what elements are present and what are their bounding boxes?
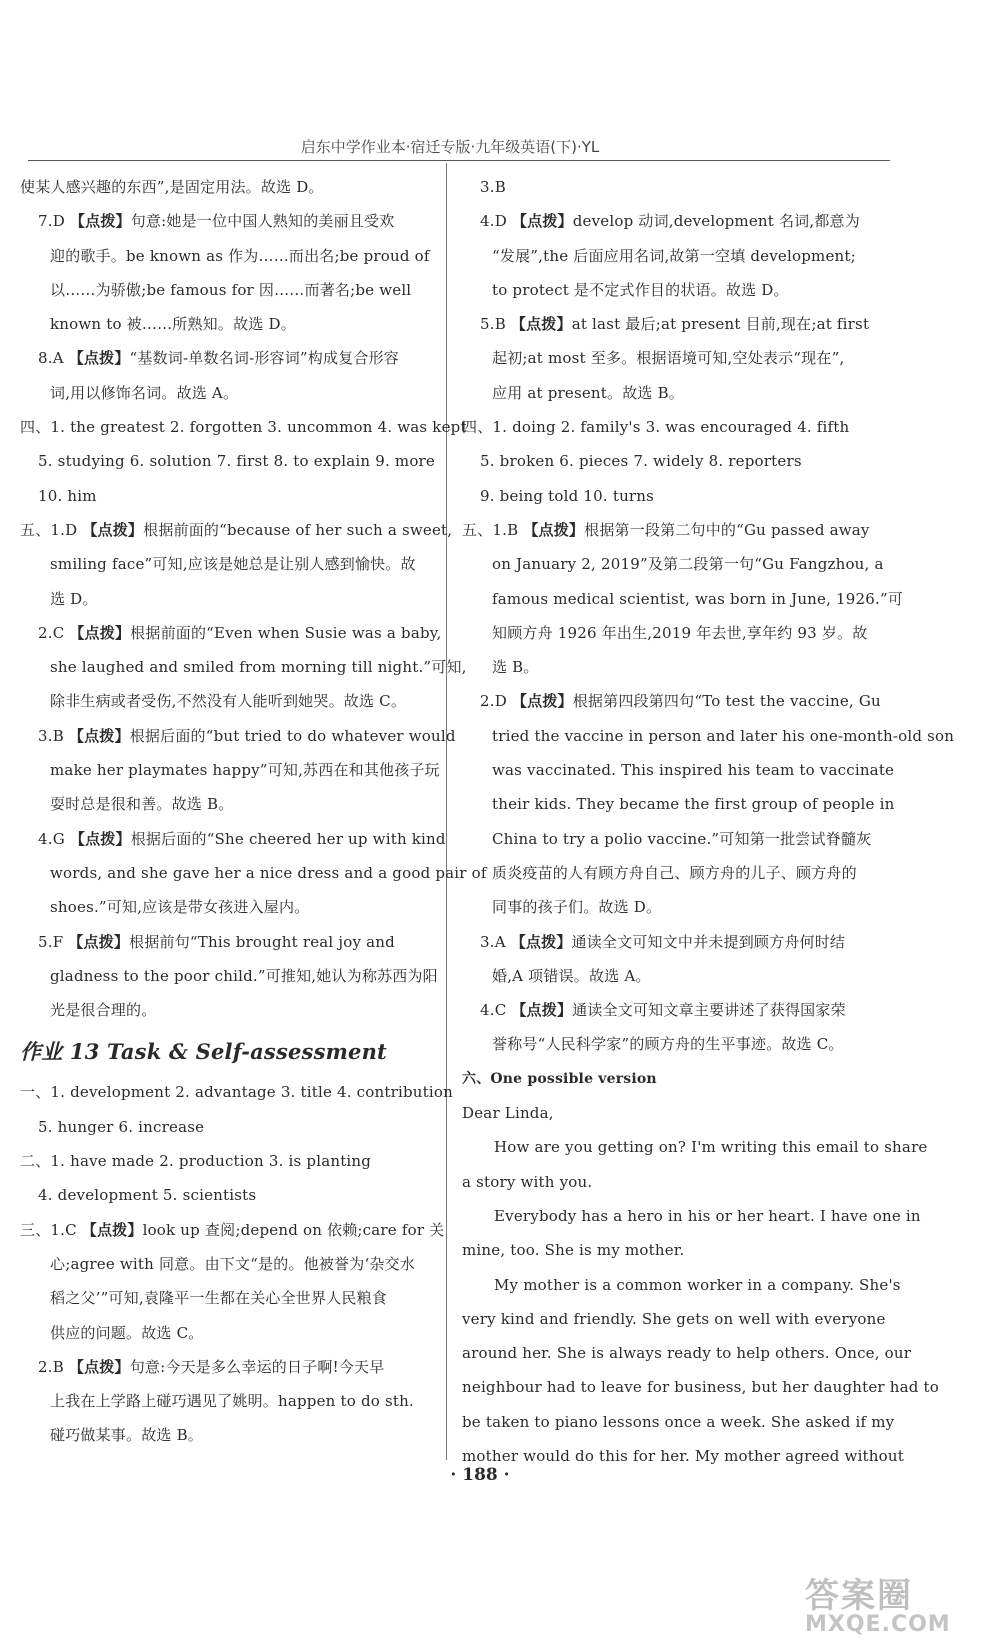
text-line [20, 1350, 440, 1384]
question-number: 4.D [480, 212, 507, 231]
line-text: China to try a polio vaccine.”可知第一批尝试脊髓灰 [492, 829, 872, 848]
line-text: to protect 是不定式作目的状语。故选 D。 [492, 280, 789, 299]
question-number: 4.C [480, 1001, 507, 1020]
line-text: 4. development 5. scientists [38, 1186, 257, 1205]
text-line [20, 993, 440, 1027]
text-line [462, 925, 892, 959]
text-line [462, 890, 892, 924]
hint-label: 【点拨】 [68, 1357, 130, 1376]
watermark-logo [805, 1568, 995, 1648]
left-column [20, 170, 487, 1453]
text-line [462, 376, 892, 410]
question-number: 3.B [38, 726, 64, 745]
left-answers-block [20, 170, 487, 1027]
text-line [20, 1144, 440, 1178]
line-text: 知顾方舟 1926 年出生,2019 年去世,享年约 93 岁。故 [492, 623, 868, 642]
text-line [462, 787, 895, 821]
line-text: 六、One possible version [462, 1070, 657, 1087]
line-text: 根据后面的“but tried to do whatever would [129, 726, 456, 745]
line-text: mine, too. She is my mother. [462, 1241, 685, 1260]
line-text: 心;agree with 同意。由下文“是的。他被誉为‘杂交水 [50, 1254, 416, 1273]
text-line [20, 239, 440, 273]
line-text: 碰巧做某事。故选 B。 [50, 1426, 203, 1445]
left-answers-block-2 [20, 1075, 453, 1452]
line-text: 5. hunger 6. increase [38, 1117, 205, 1136]
text-line [462, 1199, 921, 1233]
line-text: 应用 at present。故选 B。 [492, 383, 685, 402]
text-line [462, 616, 892, 650]
text-line [20, 684, 440, 718]
text-line [462, 1268, 901, 1302]
text-line [20, 616, 440, 650]
text-line [20, 547, 440, 581]
text-line [462, 582, 904, 616]
line-text: 9. being told 10. turns [480, 486, 655, 505]
hint-label: 【点拨】 [69, 623, 131, 642]
line-text: 选 D。 [50, 589, 98, 608]
line-text: she laughed and smiled from morning till night.”可知, [50, 658, 467, 677]
hint-label: 【点拨】 [511, 1001, 573, 1020]
line-text: 5. studying 6. solution 7. first 8. to explain 9. more [38, 452, 436, 471]
line-text: 供应的问题。故选 C。 [50, 1323, 204, 1342]
line-text: was vaccinated. This inspired his team to vaccinate [492, 761, 895, 780]
page-number: · 188 · [450, 1465, 510, 1485]
text-line [462, 650, 892, 684]
line-text: 一、1. development 2. advantage 3. title 4. contribution [20, 1083, 453, 1102]
text-line [462, 1233, 892, 1267]
line-text: 根据第一段第二句中的“Gu passed away [584, 520, 870, 539]
line-text: mother would do this for her. My mother agreed without [462, 1446, 904, 1465]
question-number: 3.A [480, 932, 506, 951]
line-text: gladness to the poor child.”可推知,她认为称苏西为阳 [50, 966, 438, 985]
text-line [462, 856, 892, 890]
text-line [20, 1110, 440, 1144]
line-text: 婚,A 项错误。故选 A。 [492, 966, 651, 985]
line-text: 起初;at most 至多。根据语境可知,空处表示“现在”, [492, 349, 845, 368]
question-number: 2.D [480, 692, 507, 711]
hint-label: 【点拨】 [69, 829, 131, 848]
line-text: Everybody has a hero in his or her heart. I have one in [494, 1206, 921, 1225]
line-text: 10. him [38, 486, 97, 505]
text-line [462, 1439, 904, 1473]
line-text: develop 动词,development 名词,都意为 [572, 212, 860, 231]
text-line [20, 1247, 440, 1281]
line-text: make her playmates happy”可知,苏西在和其他孩子玩 [50, 761, 440, 780]
text-line [20, 1316, 440, 1350]
line-text: be taken to piano lessons once a week. She asked if my [462, 1412, 895, 1431]
line-text: neighbour had to leave for business, but her daughter had to [462, 1378, 939, 1397]
line-text: at last 最后;at present 目前,现在;at first [571, 315, 870, 334]
text-line [462, 547, 892, 581]
line-text: 词,用以修饰名词。故选 A。 [50, 383, 239, 402]
watermark-top-text: 答案圈 [805, 1576, 913, 1616]
text-line [20, 582, 440, 616]
text-line [20, 170, 440, 204]
line-text: 除非生病或者受伤,不然没有人能听到她哭。故选 C。 [50, 692, 407, 711]
text-line [462, 444, 892, 478]
line-text: look up 查阅;depend on 依赖;care for 关 [142, 1220, 445, 1239]
text-line [462, 719, 955, 753]
hint-label: 【点拨】 [510, 315, 572, 334]
line-text: smiling face”可知,应该是她总是让别人感到愉快。故 [50, 555, 416, 574]
line-text: 质炎疫苗的人有顾方舟自己、顾方舟的儿子、顾方舟的 [492, 863, 857, 882]
text-line [462, 204, 892, 238]
line-text: 迎的歌手。be known as 作为……而出名;be proud of [50, 246, 430, 265]
line-text: 稻之父’”可知,袁隆平一生都在关心全世界人民粮食 [50, 1289, 388, 1308]
text-line [20, 890, 440, 924]
hint-label: 【点拨】 [511, 692, 573, 711]
hint-label: 【点拨】 [68, 726, 130, 745]
right-answers-block [462, 170, 955, 1473]
text-line [462, 1062, 892, 1096]
text-line [20, 341, 440, 375]
text-line [20, 719, 456, 753]
line-text: 根据第四段第四句“To test the vaccine, Gu [572, 692, 881, 711]
text-line [462, 479, 892, 513]
text-line [20, 444, 440, 478]
right-column [462, 170, 955, 1473]
text-line [462, 513, 892, 547]
line-text: a story with you. [462, 1172, 593, 1191]
text-line [20, 856, 487, 890]
question-number: 7.D [38, 212, 65, 231]
text-line [462, 1370, 939, 1404]
line-text: famous medical scientist, was born in June, 1926.”可 [492, 589, 904, 608]
line-text: 誉称号“人民科学家”的顾方舟的生平事迹。故选 C。 [492, 1035, 844, 1054]
text-line [462, 170, 892, 204]
text-line [462, 341, 892, 375]
text-line [20, 1213, 445, 1247]
text-line [20, 410, 467, 444]
line-text: My mother is a common worker in a company. She's [494, 1275, 901, 1294]
text-line [462, 1027, 892, 1061]
text-line [462, 993, 892, 1027]
text-line [20, 925, 440, 959]
text-line [462, 753, 895, 787]
line-text: very kind and friendly. She gets on well with everyone [462, 1309, 886, 1328]
text-line [20, 959, 440, 993]
line-text: 根据前句“This brought real joy and [129, 932, 395, 951]
line-text: “基数词-单数名词-形容词”构成复合形容 [129, 349, 400, 368]
text-line [20, 479, 440, 513]
line-text: 句意:今天是多么幸运的日子啊!今天早 [129, 1357, 385, 1376]
text-line [462, 239, 892, 273]
question-number: 五、1.B [462, 520, 519, 539]
line-text: their kids. They became the first group of people in [492, 795, 895, 814]
question-number: 2.B [38, 1357, 64, 1376]
line-text: 通读全文可知文中并未提到顾方舟何时结 [571, 932, 846, 951]
question-number: 8.A [38, 349, 64, 368]
line-text: known to 被……所熟知。故选 D。 [50, 315, 296, 334]
text-line [20, 273, 440, 307]
hint-label: 【点拨】 [511, 212, 573, 231]
section-title: 作业 13 Task & Self-assessment [20, 1039, 387, 1065]
text-line [20, 1281, 440, 1315]
text-line [20, 204, 440, 238]
header-divider [28, 160, 890, 161]
hint-label: 【点拨】 [68, 932, 130, 951]
text-line [20, 1418, 440, 1452]
line-text: “发展”,the 后面应用名词,故第一空填 development; [492, 246, 856, 265]
hint-label: 【点拨】 [69, 212, 131, 231]
page-header-title: 启东中学作业本·宿迁专版·九年级英语(下)·YL [300, 138, 600, 156]
question-number: 5.F [38, 932, 64, 951]
line-text: words, and she gave her a nice dress and a good pair of [50, 863, 487, 882]
hint-label: 【点拨】 [68, 349, 130, 368]
line-text: 四、1. doing 2. family's 3. was encouraged 4. fifth [462, 418, 850, 437]
line-text: around her. She is always ready to help others. Once, our [462, 1344, 912, 1363]
text-line [20, 307, 440, 341]
text-line [20, 753, 440, 787]
column-divider [446, 163, 447, 1460]
hint-label: 【点拨】 [82, 520, 144, 539]
hint-label: 【点拨】 [81, 1220, 143, 1239]
text-line [20, 513, 453, 547]
line-text: 四、1. the greatest 2. forgotten 3. uncommon 4. was kept [20, 418, 467, 437]
text-line [462, 822, 892, 856]
line-text: 上我在上学路上碰巧遇见了姚明。happen to do sth. [50, 1392, 414, 1411]
text-line [20, 1178, 440, 1212]
watermark-bottom-text: MXQE.COM [805, 1612, 951, 1637]
text-line [462, 959, 892, 993]
line-text: 耍时总是很和善。故选 B。 [50, 795, 234, 814]
text-line [462, 1130, 928, 1164]
text-line [462, 1336, 912, 1370]
text-line [20, 376, 440, 410]
question-number: 4.G [38, 829, 65, 848]
line-text: 句意:她是一位中国人熟知的美丽且受欢 [130, 212, 395, 231]
text-line [462, 684, 892, 718]
text-line [20, 822, 446, 856]
line-text: 同事的孩子们。故选 D。 [492, 898, 662, 917]
text-line [462, 1096, 892, 1130]
text-line [20, 787, 440, 821]
line-text: 使某人感兴趣的东西”,是固定用法。故选 D。 [20, 178, 324, 196]
text-line [462, 1302, 892, 1336]
text-line [20, 1075, 453, 1109]
line-text: 选 B。 [492, 658, 539, 677]
line-text: shoes.”可知,应该是带女孩进入屋内。 [50, 898, 310, 917]
line-text: 光是很合理的。 [50, 1001, 157, 1020]
question-number: 三、1.C [20, 1220, 77, 1239]
question-number: 2.C [38, 623, 65, 642]
line-text: 5. broken 6. pieces 7. widely 8. reporters [480, 452, 802, 471]
question-number: 5.B [480, 315, 506, 334]
text-line [462, 307, 892, 341]
question-number: 五、1.D [20, 520, 78, 539]
line-text: Dear Linda, [462, 1104, 554, 1123]
line-text: How are you getting on? I'm writing this email to share [494, 1138, 928, 1157]
text-line [462, 1165, 892, 1199]
line-text: 根据前面的“because of her such a sweet, [143, 520, 453, 539]
line-text: on January 2, 2019”及第二段第一句“Gu Fangzhou, a [492, 555, 884, 574]
line-text: 根据后面的“She cheered her up with kind [130, 829, 446, 848]
hint-label: 【点拨】 [523, 520, 585, 539]
text-line [462, 273, 892, 307]
line-text: tried the vaccine in person and later his one-month-old son [492, 726, 955, 745]
line-text: 3.B [480, 178, 506, 196]
line-text: 通读全文可知文章主要讲述了获得国家荣 [572, 1001, 846, 1020]
hint-label: 【点拨】 [510, 932, 572, 951]
line-text: 根据前面的“Even when Susie was a baby, [130, 623, 442, 642]
line-text: 以……为骄傲;be famous for 因……而著名;be well [50, 280, 412, 299]
text-line [462, 410, 892, 444]
line-text: 二、1. have made 2. production 3. is planting [20, 1152, 372, 1171]
text-line [20, 1384, 440, 1418]
text-line [462, 1405, 895, 1439]
text-line [20, 650, 467, 684]
